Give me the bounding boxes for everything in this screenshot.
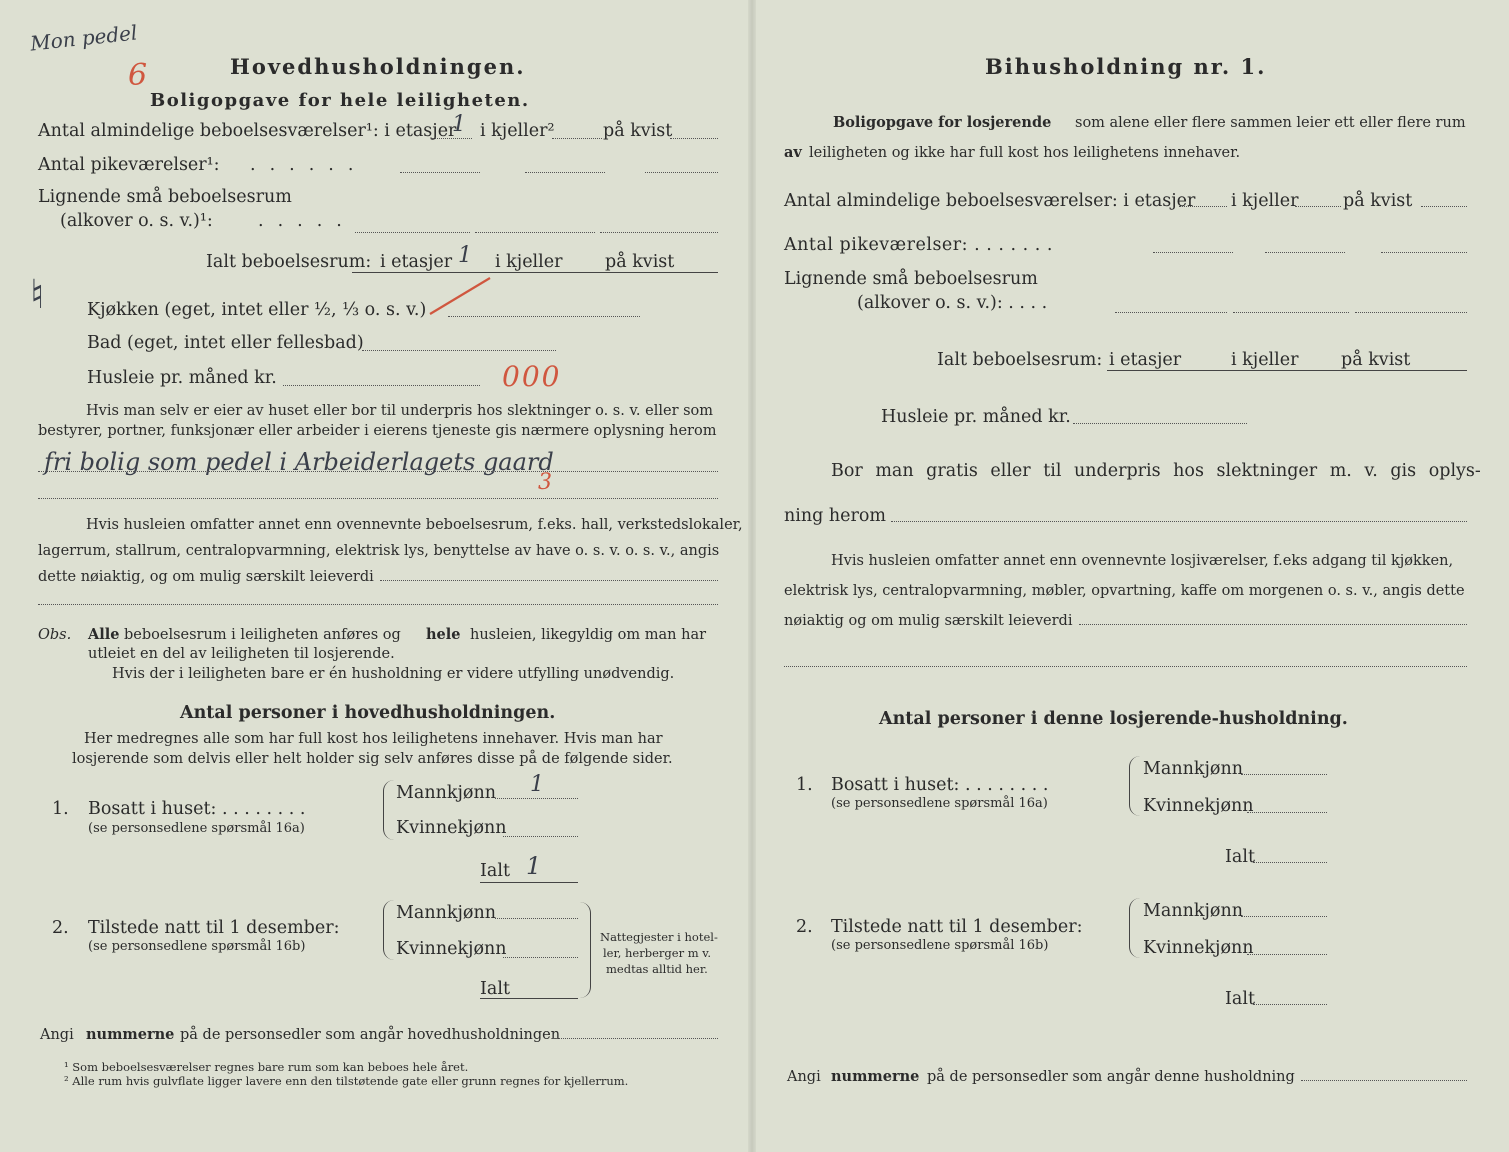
right-rooms-kjeller-field[interactable] xyxy=(1295,206,1341,207)
q1-brace xyxy=(383,780,394,840)
right-q2-total-label: Ialt xyxy=(1225,989,1255,1009)
rent-includes-text-2: lagerrum, stallrum, centralopvarmning, elektrisk lys, benyttelse av have o. s. v. o. s. v., angis xyxy=(38,543,720,559)
obs-text-2: husleien, likegyldig om man har xyxy=(470,627,707,643)
page-subtitle: Boligopgave for hele leiligheten. xyxy=(150,90,530,111)
right-includes-text-1: Hvis husleien omfatter annet enn ovennevnte losjiværelser, f.eks adgang til kjøkken, xyxy=(831,553,1454,569)
rooms-kvist-label: på kvist xyxy=(603,121,673,141)
right-page-title: Bihusholdning nr. 1. xyxy=(985,54,1267,79)
rooms-etasjer-field[interactable] xyxy=(432,138,472,139)
handwritten-number: 6 xyxy=(128,58,148,93)
handwritten-note: Mon pedel xyxy=(29,20,139,56)
persons-text-1: Her medregnes alle som har full kost hos leilighetens innehaver. Hvis man har xyxy=(84,731,663,747)
obs-text-3: utleiet en del av leiligheten til losjerende. xyxy=(88,646,395,662)
right-q1-brace xyxy=(1129,756,1140,816)
right-small-rooms-sublabel: (alkover o. s. v.): . . . . xyxy=(857,293,1048,313)
rent-includes-field[interactable] xyxy=(380,580,718,581)
night-guests-text-3: medtas alltid her. xyxy=(606,962,708,976)
total-etasjer-value: 1 xyxy=(458,243,472,268)
q2-number: 2. xyxy=(52,918,69,938)
right-numbers-field[interactable] xyxy=(1301,1080,1467,1081)
footnote-1: ¹ Som beboelsesværelser regnes bare rum som kan beboes hele året. xyxy=(64,1060,469,1074)
numbers-label-a: Angi xyxy=(40,1027,74,1043)
right-numbers-label-a: Angi xyxy=(787,1069,821,1085)
q2-label: Tilstede natt til 1 desember: xyxy=(88,918,340,938)
right-q2-female-label: Kvinnekjønn xyxy=(1143,938,1254,958)
right-rent-label: Husleie pr. måned kr. xyxy=(881,407,1071,427)
right-small-rooms-label: Lignende små beboelsesrum xyxy=(784,269,1038,289)
right-q2-number: 2. xyxy=(796,917,813,937)
q1-total-underline xyxy=(480,882,578,883)
right-q1-female-label: Kvinnekjønn xyxy=(1143,796,1254,816)
handwritten-stroke xyxy=(420,272,500,322)
right-maid-kjeller-field[interactable] xyxy=(1265,252,1345,253)
right-intro-2: leiligheten og ikke har full kost hos leilighetens innehaver. xyxy=(809,145,1241,161)
right-q1-total-label: Ialt xyxy=(1225,847,1255,867)
owner-handwritten-number: 3 xyxy=(538,470,552,495)
maid-rooms-label: Antal pikeværelser¹: xyxy=(38,155,220,175)
q2-male-label: Mannkjønn xyxy=(396,903,497,923)
small-rooms-sublabel: (alkover o. s. v.)¹: xyxy=(60,211,213,231)
night-guests-text-1: Nattegjester i hotel- xyxy=(600,930,718,944)
small-rooms-kvist-field[interactable] xyxy=(600,232,718,233)
right-q1-male-label: Mannkjønn xyxy=(1143,759,1244,779)
total-kjeller-label: i kjeller xyxy=(495,252,563,272)
owner-text-1: Hvis man selv er eier av huset eller bor til underpris hos slektninger o. s. v. eller som xyxy=(86,403,714,419)
small-rooms-kjeller-field[interactable] xyxy=(475,232,595,233)
obs-text-1: beboelsesrum i leiligheten anføres og xyxy=(124,627,401,643)
owner-field-2[interactable] xyxy=(38,498,718,499)
right-q2-male-field[interactable] xyxy=(1241,916,1327,917)
right-total-etasjer-label: i etasjer xyxy=(1109,350,1182,370)
maid-rooms-dots: ...... xyxy=(250,155,368,175)
obs-label: Obs. xyxy=(38,627,72,643)
q1-male-label: Mannkjønn xyxy=(396,783,497,803)
right-includes-text-3: nøiaktig og om mulig særskilt leieverdi xyxy=(784,613,1073,629)
right-q2-brace xyxy=(1129,898,1140,958)
q2-total-label: Ialt xyxy=(480,979,510,999)
right-maid-kvist-field[interactable] xyxy=(1381,252,1467,253)
maid-rooms-kjeller-field[interactable] xyxy=(525,172,605,173)
right-q1-total-field[interactable] xyxy=(1253,862,1327,863)
right-includes-field-2[interactable] xyxy=(784,666,1467,667)
q2-total-underline xyxy=(480,998,578,999)
total-etasjer-label: i etasjer xyxy=(380,252,453,272)
small-rooms-etasjer-field[interactable] xyxy=(355,232,470,233)
rooms-kjeller-label: i kjeller² xyxy=(480,121,555,141)
right-page xyxy=(752,0,1509,1152)
owner-handwritten: fri bolig som pedel i Arbeiderlagets gaard xyxy=(44,448,554,476)
q1-total-value: 1 xyxy=(526,852,542,880)
q2-male-field[interactable] xyxy=(495,918,578,919)
q1-sublabel: (se personsedlene spørsmål 16a) xyxy=(88,821,305,836)
numbers-label-b: nummerne xyxy=(86,1026,175,1043)
right-intro-bold: Boligopgave for losjerende xyxy=(833,114,1052,131)
right-rooms-kvist-label: på kvist xyxy=(1343,191,1413,211)
obs-alle: Alle xyxy=(88,626,120,643)
right-q2-sublabel: (se personsedlene spørsmål 16b) xyxy=(831,938,1049,953)
obs-text-4: Hvis der i leiligheten bare er én husholdning er videre utfylling unødvendig. xyxy=(112,666,675,682)
q1-female-label: Kvinnekjønn xyxy=(396,818,507,838)
right-numbers-label-c: på de personsedler som angår denne husholdning xyxy=(927,1069,1295,1085)
q1-label: Bosatt i huset: . . . . . . . . xyxy=(88,799,306,819)
rent-includes-text-3: dette nøiaktig, og om mulig særskilt leieverdi xyxy=(38,569,374,585)
obs-hele: hele xyxy=(426,626,461,643)
page-title: Hovedhusholdningen. xyxy=(230,54,526,79)
q2-right-brace xyxy=(580,902,591,998)
q2-sublabel: (se personsedlene spørsmål 16b) xyxy=(88,939,306,954)
right-free-text-1: Bor man gratis eller til underpris hos slektninger m. v. gis oplys- xyxy=(831,461,1481,481)
right-maid-etasjer-field[interactable] xyxy=(1153,252,1233,253)
owner-field[interactable] xyxy=(38,471,718,472)
bath-field[interactable] xyxy=(362,350,556,351)
right-includes-text-2: elektrisk lys, centralopvarmning, møbler, opvartning, kaffe om morgenen o. s. v., angis dette xyxy=(784,583,1465,599)
right-small-kjeller-field[interactable] xyxy=(1233,312,1349,313)
right-q1-number: 1. xyxy=(796,775,813,795)
footnote-2: ² Alle rum hvis gulvflate ligger lavere enn den tilstøtende gate eller grunn regnes for kjellerrum. xyxy=(64,1074,629,1088)
rooms-kjeller-field[interactable] xyxy=(552,138,602,139)
right-rooms-label: Antal almindelige beboelsesværelser: i etasjer xyxy=(784,191,1196,211)
right-small-kvist-field[interactable] xyxy=(1355,312,1467,313)
rent-includes-field-2[interactable] xyxy=(38,604,718,605)
right-q2-male-label: Mannkjønn xyxy=(1143,901,1244,921)
total-kvist-label: på kvist xyxy=(605,252,675,272)
right-small-etasjer-field[interactable] xyxy=(1115,312,1227,313)
numbers-field[interactable] xyxy=(552,1038,718,1039)
rooms-kvist-field[interactable] xyxy=(670,138,718,139)
rent-value: 000 xyxy=(502,360,562,393)
kitchen-label: Kjøkken (eget, intet eller ½, ⅓ o. s. v.) xyxy=(87,300,427,320)
right-q2-label: Tilstede natt til 1 desember: xyxy=(831,917,1083,937)
night-guests-text-2: ler, herberger m v. xyxy=(603,946,712,960)
right-total-rooms-label: Ialt beboelsesrum: xyxy=(937,350,1103,370)
rent-field[interactable] xyxy=(283,385,480,386)
right-total-kjeller-label: i kjeller xyxy=(1231,350,1299,370)
right-free-text-2: ning herom xyxy=(784,506,887,526)
persons-title: Antal personer i hovedhusholdningen. xyxy=(180,703,556,723)
bath-label: Bad (eget, intet eller fellesbad) xyxy=(87,333,364,353)
right-maid-rooms-label: Antal pikeværelser: . . . . . . . xyxy=(784,235,1053,255)
right-q2-female-field[interactable] xyxy=(1247,954,1327,955)
total-rooms-label: Ialt beboelsesrum: xyxy=(206,252,372,272)
q2-female-field[interactable] xyxy=(503,957,578,958)
right-intro-1: som alene eller flere sammen leier ett eller flere rum xyxy=(1075,115,1466,131)
handwritten-mark: ♮ xyxy=(30,272,45,318)
right-rent-field[interactable] xyxy=(1073,423,1247,424)
rent-includes-text-1: Hvis husleien omfatter annet enn ovennevnte beboelsesrum, f.eks. hall, verkstedslokaler, xyxy=(86,517,743,533)
right-q1-male-field[interactable] xyxy=(1241,774,1327,775)
right-persons-title: Antal personer i denne losjerende-husholdning. xyxy=(879,709,1348,729)
right-q1-sublabel: (se personsedlene spørsmål 16a) xyxy=(831,796,1048,811)
maid-rooms-kvist-field[interactable] xyxy=(645,172,718,173)
q1-male-value: 1 xyxy=(530,772,544,797)
right-intro-av: av xyxy=(784,144,802,161)
small-rooms-label: Lignende små beboelsesrum xyxy=(38,187,292,207)
right-rooms-kvist-field[interactable] xyxy=(1421,206,1467,207)
rent-label: Husleie pr. måned kr. xyxy=(87,368,277,388)
right-rooms-kjeller-label: i kjeller xyxy=(1231,191,1299,211)
rooms-etasjer-value: 1 xyxy=(452,112,466,137)
small-rooms-dots: ..... xyxy=(258,211,356,231)
right-q2-total-field[interactable] xyxy=(1253,1004,1327,1005)
left-page xyxy=(0,0,752,1152)
q1-total-label: Ialt xyxy=(480,861,510,881)
kitchen-field[interactable] xyxy=(448,316,640,317)
rooms-label: Antal almindelige beboelsesværelser¹: i etasjer xyxy=(38,121,457,141)
right-q1-female-field[interactable] xyxy=(1247,812,1327,813)
owner-text-2: bestyrer, portner, funksjonær eller arbeider i eierens tjeneste gis nærmere oplysning herom xyxy=(38,423,717,439)
right-includes-field[interactable] xyxy=(1079,624,1467,625)
q1-female-field[interactable] xyxy=(503,836,578,837)
numbers-label-c: på de personsedler som angår hovedhusholdningen xyxy=(180,1027,561,1043)
q2-brace xyxy=(383,900,394,960)
right-rooms-etasjer-field[interactable] xyxy=(1179,206,1227,207)
persons-text-2: losjerende som delvis eller helt holder sig selv anføres disse på de følgende sider. xyxy=(72,751,673,767)
right-numbers-label-b: nummerne xyxy=(831,1068,920,1085)
right-q1-label: Bosatt i huset: . . . . . . . . xyxy=(831,775,1049,795)
q1-number: 1. xyxy=(52,799,69,819)
right-free-field[interactable] xyxy=(891,521,1467,522)
q2-female-label: Kvinnekjønn xyxy=(396,939,507,959)
q1-male-field[interactable] xyxy=(495,798,578,799)
maid-rooms-etasjer-field[interactable] xyxy=(400,172,480,173)
right-total-kvist-label: på kvist xyxy=(1341,350,1411,370)
